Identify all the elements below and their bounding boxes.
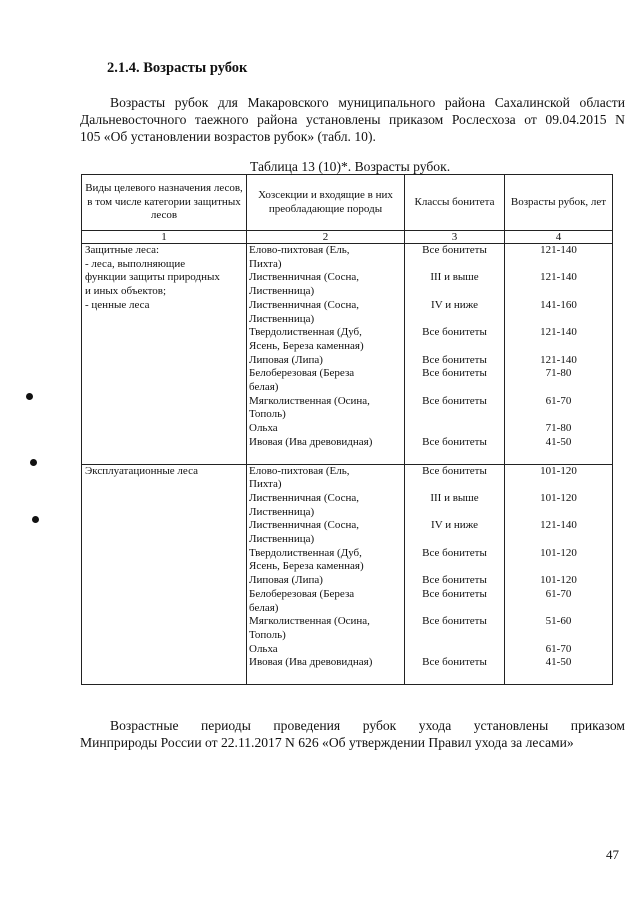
species-line: Ясень, Береза каменная) xyxy=(249,339,364,352)
intro-paragraph xyxy=(80,94,625,145)
species-line: Лиственница) xyxy=(249,312,315,325)
species-entry xyxy=(249,326,401,353)
column-header: Виды целевого назначения лесов, в том числе категории защитных лесов xyxy=(82,175,247,231)
species-line: Мягколиственная (Осина, xyxy=(249,394,370,407)
bonitet-entry: Все бонитеты xyxy=(422,326,487,339)
bonitet-entry: Все бонитеты xyxy=(422,367,487,380)
species-line: белая) xyxy=(249,601,279,614)
bonitet-entry: Все бонитеты xyxy=(422,587,487,600)
table-row xyxy=(82,244,613,465)
species-line: Тополь) xyxy=(249,628,286,641)
table-row xyxy=(82,464,613,685)
species-line: Лиственничная (Сосна, xyxy=(249,491,359,504)
species-line: Пихта) xyxy=(249,257,282,270)
bonitet-entry: Все бонитеты xyxy=(422,574,487,587)
age-entry: 61-70 xyxy=(545,587,572,600)
intro-line: 105 «Об установлении возрастов рубок» (табл. 10). xyxy=(80,129,376,144)
species-line: Белоберезовая (Береза xyxy=(249,587,355,600)
age-entry: 101-120 xyxy=(540,574,577,587)
age-cell xyxy=(505,464,613,685)
logging-age-table xyxy=(81,174,613,685)
bonitet-entry: Все бонитеты xyxy=(422,394,487,407)
intro-line: Дальневосточного таежного района установлены приказом Рослесхоза от 09.04.2015 N xyxy=(80,112,625,127)
age-entry: 71-80 xyxy=(545,422,572,435)
species-entry xyxy=(249,367,401,394)
species-line: Липовая (Липа) xyxy=(249,353,323,366)
column-header: Классы бонитета xyxy=(405,175,505,231)
group-spacer xyxy=(508,449,609,463)
species-entry xyxy=(249,547,401,574)
bonitet-cell xyxy=(405,464,505,685)
column-number: 4 xyxy=(505,231,613,244)
group-spacer xyxy=(85,478,243,492)
category-line: - ценные леса xyxy=(85,298,150,311)
species-entry xyxy=(249,244,401,271)
age-entry: 101-120 xyxy=(540,546,577,559)
species-entry xyxy=(249,519,401,546)
category-line: Защитные леса: xyxy=(85,244,160,256)
species-line: Белоберезовая (Береза xyxy=(249,367,355,380)
age-entry: 61-70 xyxy=(545,642,572,655)
bonitet-entry: IV и ниже xyxy=(431,519,478,532)
species-line: Елово-пихтовая (Ель, xyxy=(249,244,350,256)
species-line: Лиственничная (Сосна, xyxy=(249,271,359,284)
age-entry: 101-120 xyxy=(540,491,577,504)
table-group xyxy=(82,244,613,465)
bonitet-entry: Все бонитеты xyxy=(422,353,487,366)
species-line: Ольха xyxy=(249,422,278,435)
species-cell xyxy=(247,464,405,685)
section-heading: 2.1.4. Возрасты рубок xyxy=(107,60,248,76)
table-caption: Таблица 13 (10)*. Возрасты рубок. xyxy=(250,159,451,174)
category-line: функции защиты природных xyxy=(85,271,220,284)
species-entry xyxy=(249,436,401,450)
species-entry xyxy=(249,615,401,642)
age-entry: 121-140 xyxy=(540,519,577,532)
column-header: Хозсекции и входящие в них преобладающие породы xyxy=(247,175,405,231)
species-line: Лиственница) xyxy=(249,533,315,546)
bonitet-entry: III и выше xyxy=(430,491,479,504)
age-entry: 121-140 xyxy=(540,353,577,366)
age-entry: 41-50 xyxy=(545,656,572,669)
age-entry: 71-80 xyxy=(545,367,572,380)
bonitet-entry: Все бонитеты xyxy=(422,464,487,477)
species-entry xyxy=(249,656,401,670)
age-entry: 121-140 xyxy=(540,244,577,256)
species-entry xyxy=(249,574,401,588)
bonitet-entry: Все бонитеты xyxy=(422,656,487,669)
age-entry: 121-140 xyxy=(540,271,577,284)
group-spacer xyxy=(85,313,243,327)
age-entry: 51-60 xyxy=(545,615,572,628)
bonitet-entry: Все бонитеты xyxy=(422,546,487,559)
species-line: Лиственничная (Сосна, xyxy=(249,298,359,311)
age-entry: 61-70 xyxy=(545,394,572,407)
species-entry xyxy=(249,271,401,298)
scan-mark xyxy=(26,393,33,400)
column-header: Возрасты рубок, лет xyxy=(505,175,613,231)
species-line: Ивовая (Ива древовидная) xyxy=(249,656,373,669)
column-number: 3 xyxy=(405,231,505,244)
species-entry xyxy=(249,354,401,368)
species-line: Лиственничная (Сосна, xyxy=(249,519,359,532)
species-line: Тополь) xyxy=(249,408,286,421)
bonitet-entry: III и выше xyxy=(430,271,479,284)
category-cell xyxy=(82,244,247,465)
age-cell xyxy=(505,244,613,465)
species-line: Липовая (Липа) xyxy=(249,574,323,587)
species-entry xyxy=(249,492,401,519)
species-line: Мягколиственная (Осина, xyxy=(249,615,370,628)
species-line: белая) xyxy=(249,381,279,394)
category-cell xyxy=(82,464,247,685)
species-cell xyxy=(247,244,405,465)
bonitet-entry xyxy=(408,422,501,436)
bonitet-entry: Все бонитеты xyxy=(422,435,487,448)
category-line: и иных объектов; xyxy=(85,285,167,298)
group-spacer xyxy=(408,670,501,684)
bonitet-entry: Все бонитеты xyxy=(422,615,487,628)
age-entry: 101-120 xyxy=(540,464,577,477)
species-line: Ясень, Береза каменная) xyxy=(249,560,364,573)
bonitet-entry: Все бонитеты xyxy=(422,244,487,256)
column-number: 1 xyxy=(82,231,247,244)
species-line: Лиственница) xyxy=(249,505,315,518)
species-entry xyxy=(249,422,401,436)
age-entry: 41-50 xyxy=(545,435,572,448)
bonitet-cell xyxy=(405,244,505,465)
bonitet-entry: IV и ниже xyxy=(431,298,478,311)
species-entry xyxy=(249,395,401,422)
group-spacer xyxy=(508,670,609,684)
category-line: Эксплуатационные леса xyxy=(85,464,198,477)
group-spacer xyxy=(249,450,401,464)
scan-mark xyxy=(32,516,39,523)
species-line: Пихта) xyxy=(249,478,282,491)
species-entry xyxy=(249,299,401,326)
group-spacer xyxy=(249,670,401,684)
column-number: 2 xyxy=(247,231,405,244)
species-entry xyxy=(249,588,401,615)
species-entry xyxy=(249,465,401,492)
category-line: - леса, выполняющие xyxy=(85,257,186,270)
age-entry: 141-160 xyxy=(540,298,577,311)
species-line: Лиственница) xyxy=(249,285,315,298)
age-entry: 121-140 xyxy=(540,326,577,339)
page-number: 47 xyxy=(606,847,619,862)
group-spacer xyxy=(408,449,501,463)
species-line: Елово-пихтовая (Ель, xyxy=(249,464,350,477)
intro-line: Возрасты рубок для Макаровского муниципального района Сахалинской области xyxy=(110,95,625,110)
closing-paragraph xyxy=(80,717,625,751)
species-line: Ивовая (Ива древовидная) xyxy=(249,435,373,448)
scan-mark xyxy=(30,459,37,466)
closing-line: Минприроды России от 22.11.2017 N 626 «Об утверждении Правил ухода за лесами» xyxy=(80,735,574,750)
species-line: Ольха xyxy=(249,642,278,655)
bonitet-entry xyxy=(408,643,501,657)
closing-line: Возрастные периоды проведения рубок ухода установлены приказом xyxy=(110,718,625,733)
table-group xyxy=(82,464,613,685)
species-entry xyxy=(249,643,401,657)
species-line: Твердолиственная (Дуб, xyxy=(249,546,362,559)
species-line: Твердолиственная (Дуб, xyxy=(249,326,362,339)
